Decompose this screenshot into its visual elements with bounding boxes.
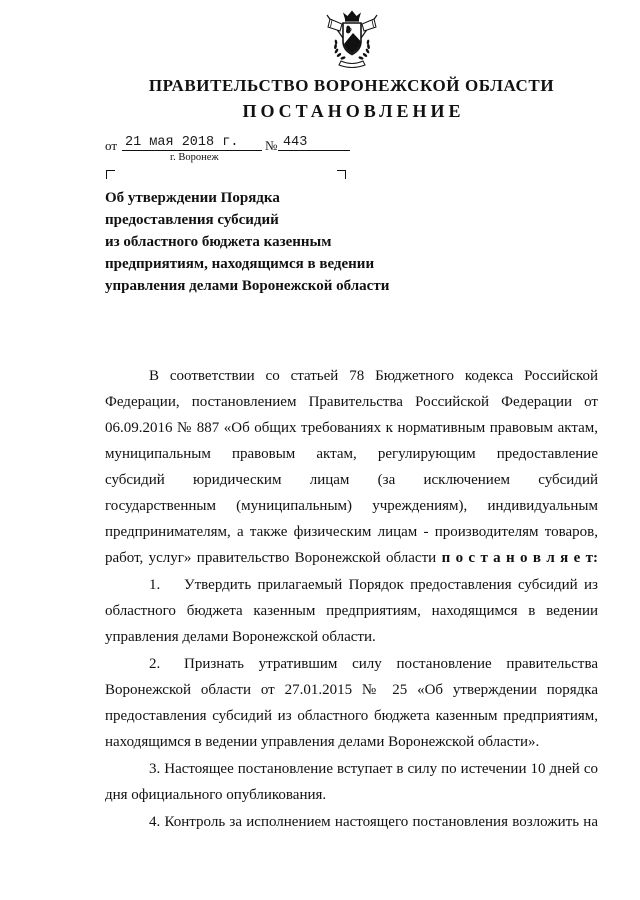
text-line: [105, 651, 598, 677]
text-line: государственным (муниципальным) учреждениям), индивидуальным: [105, 498, 598, 514]
preamble-last-line: работ, услуг» правительство Воронежской области: [105, 550, 437, 566]
corner-bracket-left: [106, 170, 115, 179]
date-prefix: от: [105, 138, 118, 153]
place-of-issue: г. Воронеж: [170, 152, 219, 163]
item-text: Настоящее постановление вступает в силу по истечении 10 дней со: [164, 761, 598, 777]
item-number: 2.: [149, 656, 161, 672]
text-line: субсидий юридическим лицам (за исключением субсидий: [105, 472, 598, 488]
text-line: муниципальным правовым актам, регулирующим предоставление: [105, 446, 598, 462]
document-body: [105, 363, 598, 835]
text-line: [105, 572, 598, 598]
text-line: [105, 545, 598, 571]
number-prefix: №: [265, 138, 278, 153]
text-line: Воронежской области от 27.01.2015 № 25 «Об утверждении порядка: [105, 682, 598, 698]
item-number: 4.: [149, 814, 161, 830]
title-line: предприятиям, находящимся в ведении: [105, 256, 375, 272]
decree-item-1: [105, 572, 598, 650]
decree-item-2: [105, 651, 598, 755]
coat-of-arms-icon: [322, 8, 382, 70]
text-line: предпринимателям, а также физическим лицам - производителям товаров,: [105, 524, 598, 540]
text-line: В соответствии со статьей 78 Бюджетного кодекса Российской: [149, 368, 598, 384]
issuing-authority: ПРАВИТЕЛЬСТВО ВОРОНЕЖСКОЙ ОБЛАСТИ: [148, 76, 555, 95]
text-line: [105, 756, 598, 782]
text-line: областного бюджета казенным предприятиям, находящимся в ведении: [105, 603, 598, 619]
corner-bracket-right: [337, 170, 346, 179]
text-line: 06.09.2016 № 887 «Об общих требованиях к нормативным правовым актам,: [105, 420, 598, 436]
document-type: ПОСТАНОВЛЕНИЕ: [242, 101, 465, 121]
date-field: 21 мая 2018 г.: [122, 134, 262, 151]
item-text: Признать утратившим силу постановление правительства: [184, 656, 598, 672]
title-line: предоставления субсидий: [105, 212, 279, 228]
item-number: 3.: [149, 761, 161, 777]
number-field: 443: [278, 134, 350, 151]
decree-item-3: [105, 756, 598, 808]
title-line: управления делами Воронежской области: [105, 278, 390, 294]
document-title: [105, 187, 435, 297]
preamble-paragraph: [105, 363, 598, 571]
text-line: находящимся в ведении управления делами Воронежской области».: [105, 734, 540, 750]
text-line: Федерации, постановлением Правительства Российской Федерации от: [105, 394, 598, 410]
title-line: Об утверждении Порядка: [105, 190, 280, 206]
item-number: 1.: [149, 577, 161, 593]
item-text: Контроль за исполнением настоящего постановления возложить на: [164, 814, 598, 830]
text-line: [105, 809, 598, 835]
item-text: Утвердить прилагаемый Порядок предоставления субсидий из: [184, 577, 598, 593]
text-line: управления делами Воронежской области.: [105, 629, 376, 645]
decree-item-4: [105, 809, 598, 835]
text-line: дня официального опубликования.: [105, 787, 327, 803]
text-line: предоставления субсидий из областного бюджета казенным предприятиям,: [105, 708, 598, 724]
title-line: из областного бюджета казенным: [105, 234, 332, 250]
decree-verb: п о с т а н о в л я е т:: [441, 550, 599, 566]
